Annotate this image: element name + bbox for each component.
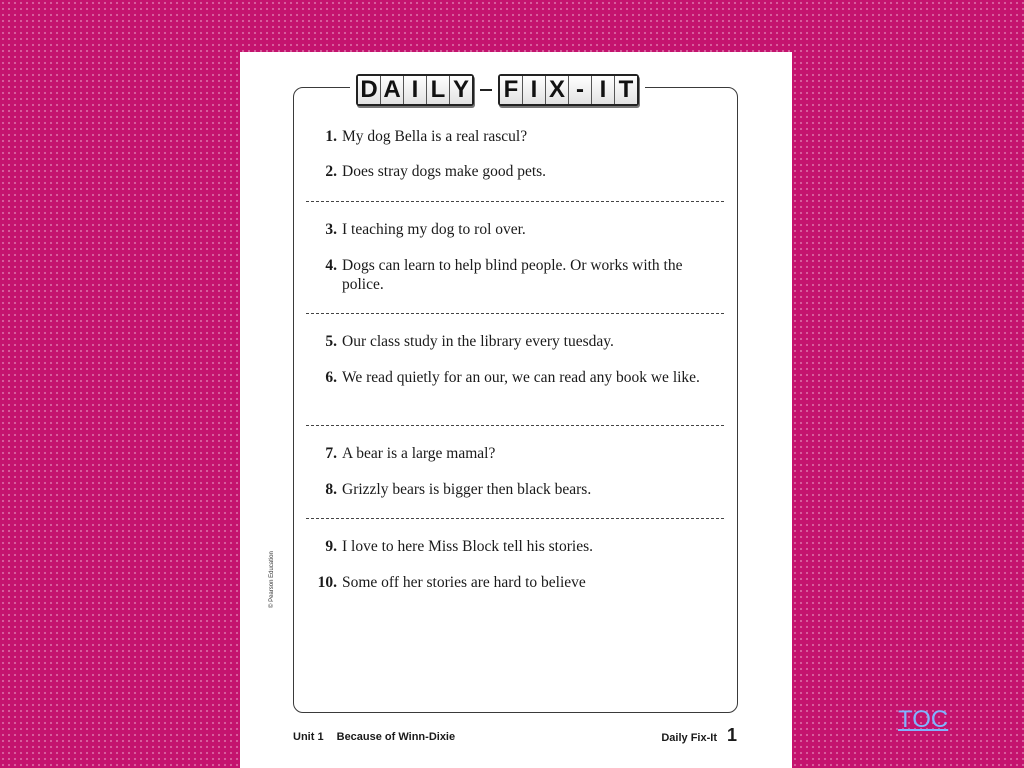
banner-letter: X <box>546 76 569 104</box>
sentence-text: Some off her stories are hard to believe <box>342 574 586 591</box>
footer-unit-info <box>293 731 455 743</box>
banner-letter: I <box>523 76 546 104</box>
sentence-text: My dog Bella is a real rascul? <box>342 128 528 145</box>
sentence-text: I love to here Miss Block tell his stories. <box>342 538 593 555</box>
sentence-item <box>306 162 546 181</box>
section-divider <box>306 518 724 519</box>
sentence-number: 4. <box>325 257 337 274</box>
sentence-item <box>306 444 495 463</box>
copyright-notice: © Pearson Education <box>269 551 275 608</box>
banner-word-daily <box>356 74 474 106</box>
sentence-number: 9. <box>325 538 337 555</box>
sentence-number: 1. <box>325 128 337 145</box>
sentence-text: Dogs can learn to help blind people. Or works with the police. <box>342 257 683 293</box>
sentence-number: 10. <box>317 574 337 591</box>
sentence-text: Does stray dogs make good pets. <box>342 163 547 180</box>
toc-link[interactable]: TOC <box>898 706 949 733</box>
banner-letter: Y <box>450 76 472 104</box>
banner-word-fix-it <box>498 74 639 106</box>
sentence-item <box>306 332 614 351</box>
sentence-item <box>306 537 593 556</box>
banner-dash <box>480 89 492 91</box>
sentence-item <box>306 480 591 499</box>
banner-letter: T <box>615 76 637 104</box>
section-divider <box>306 425 724 426</box>
sentence-text: We read quietly for an our, we can read any book we like. <box>342 369 700 386</box>
sentence-item <box>306 573 586 592</box>
banner-letter: F <box>500 76 523 104</box>
sentence-item <box>306 220 526 239</box>
page-number: 1 <box>726 725 737 745</box>
footer-story-title: Because of Winn-Dixie <box>336 731 456 743</box>
sentence-item <box>306 127 527 146</box>
footer-label: Daily Fix-It <box>661 732 717 744</box>
banner-letter: D <box>358 76 381 104</box>
sentence-text: I teaching my dog to rol over. <box>342 221 526 238</box>
section-divider <box>306 201 724 202</box>
sentence-item <box>306 368 727 387</box>
sentence-number: 6. <box>325 369 337 386</box>
banner-letter: I <box>592 76 615 104</box>
sentence-number: 5. <box>325 333 337 350</box>
section-divider <box>306 313 724 314</box>
footer-page-info <box>661 725 737 746</box>
sentence-number: 7. <box>325 445 337 462</box>
sentence-text: Grizzly bears is bigger then black bears. <box>342 481 592 498</box>
sentence-number: 3. <box>325 221 337 238</box>
daily-fix-it-banner <box>350 72 645 108</box>
banner-letter: I <box>404 76 427 104</box>
banner-letter: - <box>569 76 592 104</box>
sentence-text: A bear is a large mamal? <box>342 445 496 462</box>
footer-unit: Unit 1 <box>293 731 324 743</box>
banner-letter: A <box>381 76 404 104</box>
sentence-number: 2. <box>325 163 337 180</box>
sentence-number: 8. <box>325 481 337 498</box>
banner-letter: L <box>427 76 450 104</box>
worksheet-page <box>240 52 792 768</box>
sentence-item <box>306 256 722 294</box>
sentence-text: Our class study in the library every tuesday. <box>342 333 614 350</box>
